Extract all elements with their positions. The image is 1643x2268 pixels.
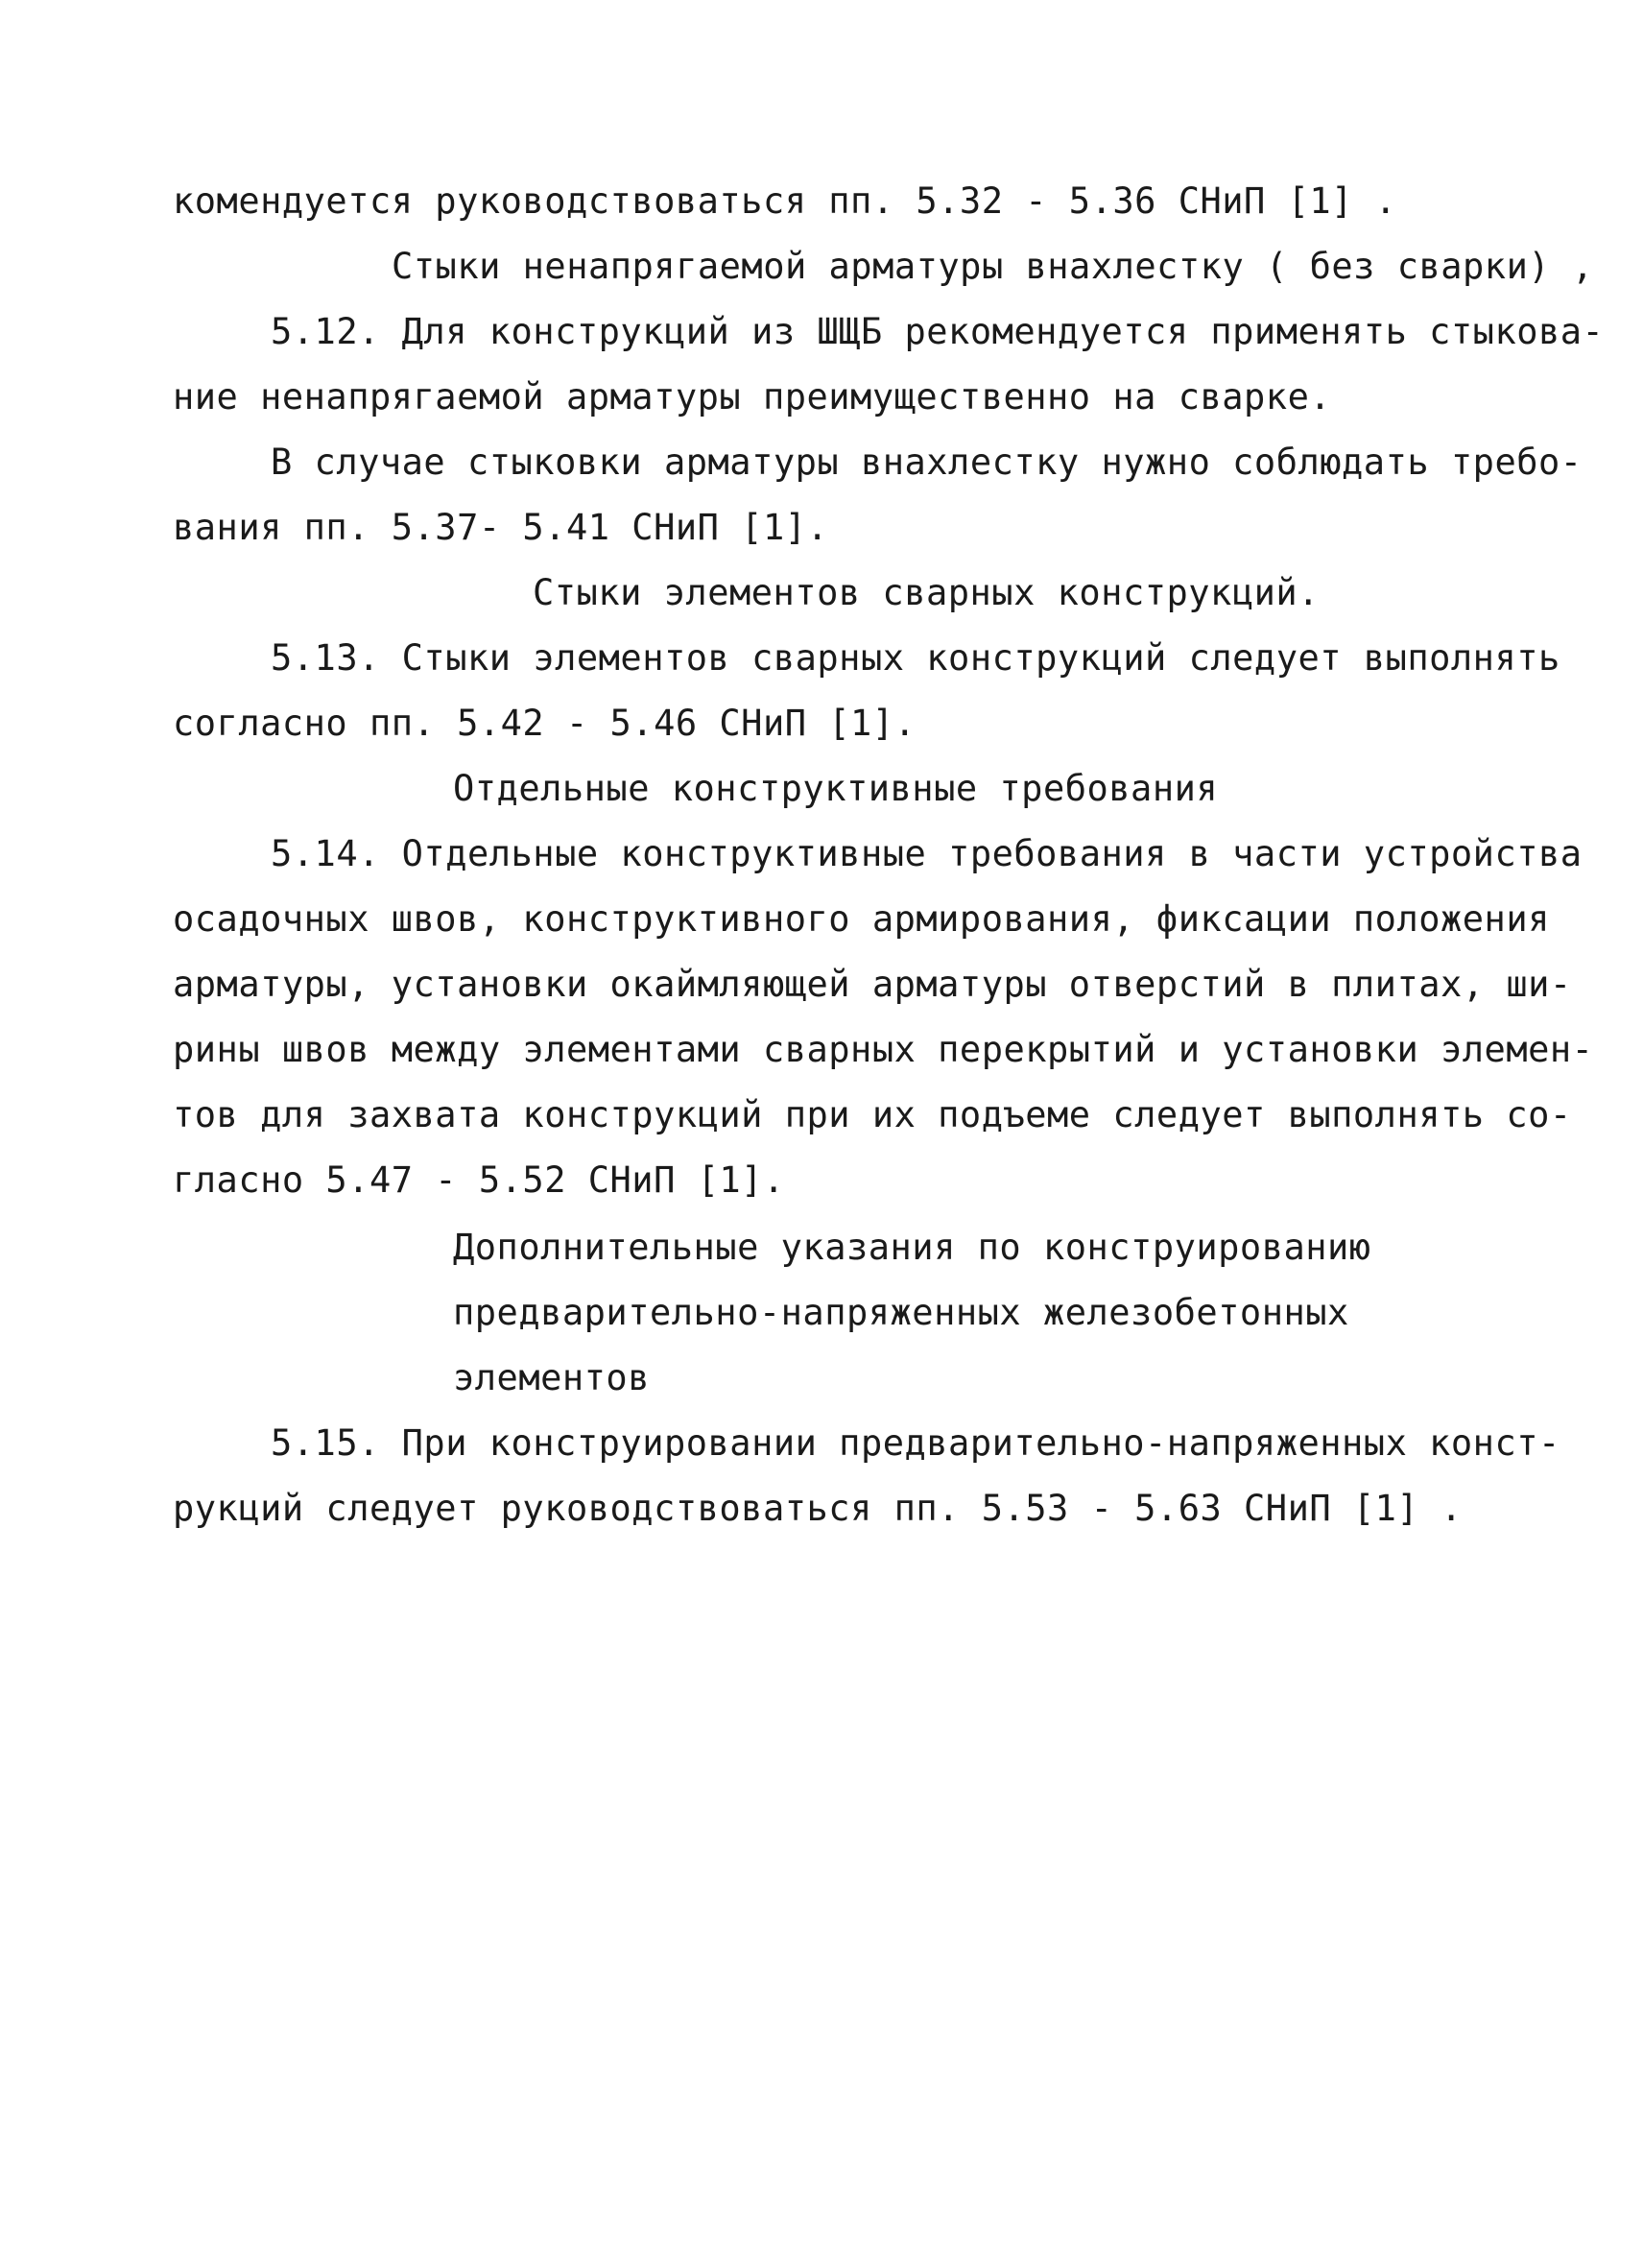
section-heading-lap-joints: Стыки ненапрягаемой арматуры внахлестку ( без сварки) , <box>392 246 1594 287</box>
paragraph-5-14-line-2: осадочных швов, конструктивного армирования, фиксации положения <box>173 898 1550 940</box>
paragraph-5-14-line-6: гласно 5.47 - 5.52 СНиП [1]. <box>173 1159 785 1201</box>
paragraph-5-14-line-5: тов для захвата конструкций при их подъеме следует выполнять со- <box>173 1094 1572 1135</box>
section-heading-additional-line-1: Дополнительные указания по конструированию <box>453 1227 1371 1268</box>
paragraph-5-14-line-3: арматуры, установки окаймляющей арматуры отверстий в плитах, ши- <box>173 964 1572 1005</box>
paragraph-5-13-line-1: 5.13. Стыки элементов сварных конструкций следует выполнять <box>271 637 1560 679</box>
paragraph-5-14-line-1: 5.14. Отдельные конструктивные требования в части устройства <box>271 833 1583 874</box>
paragraph-5-12-line-2: ние ненапрягаемой арматуры преимущественно на сварке. <box>173 376 1332 418</box>
paragraph-lap-line-2: вания пп. 5.37- 5.41 СНиП [1]. <box>173 507 829 548</box>
section-heading-welded-joints: Стыки элементов сварных конструкций. <box>533 572 1320 613</box>
paragraph-5-15-line-1: 5.15. При конструировании предварительно-напряженных конст- <box>271 1422 1560 1464</box>
paragraph-lap-line-1: В случае стыковки арматуры внахлестку нужно соблюдать требо- <box>271 442 1583 483</box>
paragraph-5-14-line-4: рины швов между элементами сварных перекрытий и установки элемен- <box>173 1029 1594 1070</box>
section-heading-additional-line-2: предварительно-напряженных железобетонных <box>453 1292 1349 1333</box>
text-line-1: комендуется руководствоваться пп. 5.32 - 5.36 СНиП [1] . <box>173 180 1397 222</box>
paragraph-5-12-line-1: 5.12. Для конструкций из ШЩБ рекомендуется применять стыкова- <box>271 311 1605 352</box>
paragraph-5-15-line-2: рукций следует руководствоваться пп. 5.53 - 5.63 СНиП [1] . <box>173 1488 1463 1529</box>
paragraph-5-13-line-2: согласно пп. 5.42 - 5.46 СНиП [1]. <box>173 703 917 744</box>
section-heading-additional-line-3: элементов <box>453 1357 650 1398</box>
section-heading-separate-requirements: Отдельные конструктивные требования <box>453 768 1219 809</box>
